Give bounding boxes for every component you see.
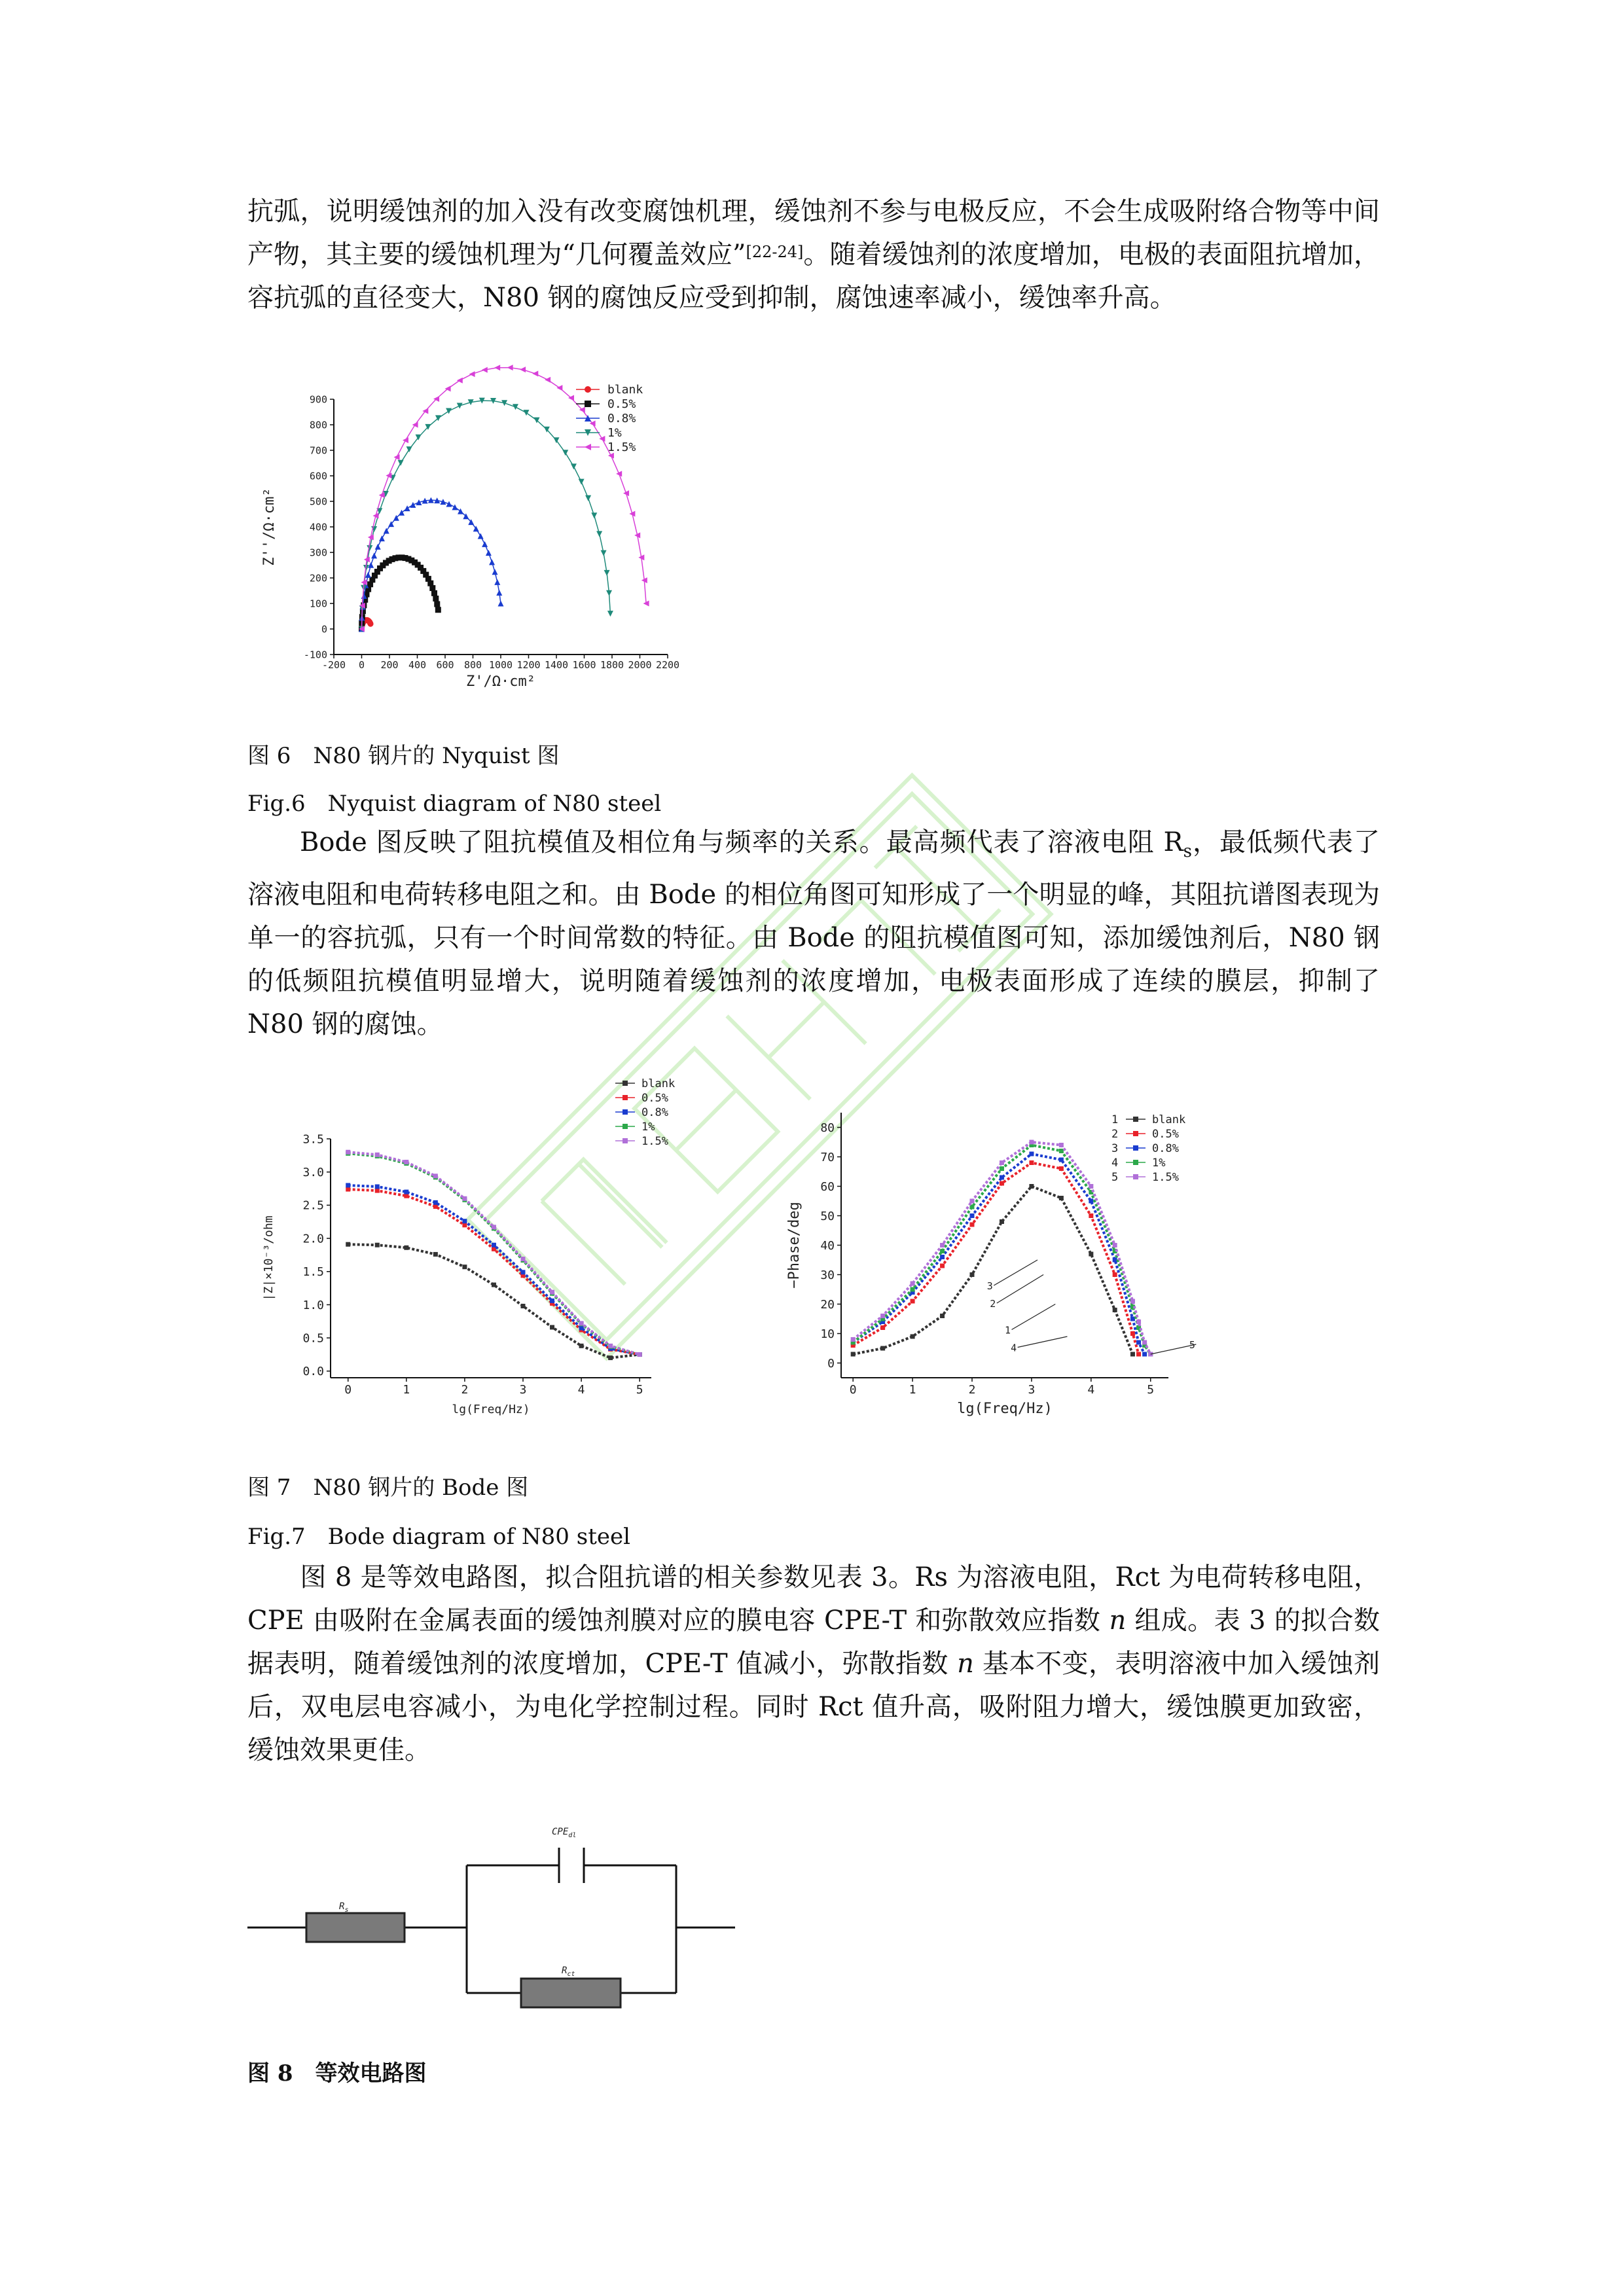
data-point-blank xyxy=(608,1355,613,1360)
data-point-blank xyxy=(970,1272,975,1277)
series-line-0.5% xyxy=(362,558,439,629)
data-point-blank xyxy=(462,1265,467,1269)
legend-label: 0.5% xyxy=(1152,1128,1179,1141)
data-point-0.5% xyxy=(940,1264,945,1268)
data-point-0.8% xyxy=(405,505,410,511)
data-point-0.8% xyxy=(492,569,498,575)
y-tick-label: 0.5 xyxy=(302,1331,324,1346)
data-point-1.5% xyxy=(545,377,550,383)
data-point-1% xyxy=(398,460,404,466)
data-point-1.5% xyxy=(608,1344,613,1348)
data-point-0.8% xyxy=(346,1183,350,1187)
x-tick-label: 2200 xyxy=(655,659,680,671)
x-tick-label: 4 xyxy=(577,1383,585,1397)
legend-marker xyxy=(623,1109,628,1115)
x-tick-label: 0 xyxy=(344,1383,352,1397)
legend-number: 4 xyxy=(1111,1157,1119,1170)
y-tick-label: 80 xyxy=(820,1121,835,1135)
legend-label: 1% xyxy=(1152,1157,1166,1170)
legend-marker xyxy=(585,401,591,407)
data-point-blank xyxy=(1089,1252,1093,1257)
data-point-0.8% xyxy=(940,1255,945,1259)
legend-label: 1.5% xyxy=(607,440,636,454)
curve-number-1: 3 xyxy=(986,1280,993,1292)
x-tick-label: 4 xyxy=(1087,1383,1095,1397)
bode-modulus-chart xyxy=(249,1070,674,1433)
y-tick-label: 2.5 xyxy=(302,1198,324,1213)
data-point-0.8% xyxy=(1000,1175,1004,1180)
legend-marker xyxy=(1133,1131,1138,1136)
data-point-0.8% xyxy=(579,1325,584,1330)
legend-marker xyxy=(623,1124,628,1129)
y-tick-label: 200 xyxy=(309,572,327,584)
data-point-1.5% xyxy=(623,490,629,496)
x-tick-label: 1800 xyxy=(600,659,624,671)
data-point-1% xyxy=(367,545,372,551)
data-point-1% xyxy=(604,570,610,576)
data-point-0.8% xyxy=(371,552,377,558)
data-point-1.5% xyxy=(940,1243,945,1247)
legend-label: 0.8% xyxy=(641,1106,668,1119)
data-point-1% xyxy=(562,450,568,456)
data-point-0.8% xyxy=(492,1243,496,1247)
x-tick-label: 1400 xyxy=(544,659,569,671)
x-tick-label: 600 xyxy=(436,659,454,671)
data-point-0.8% xyxy=(1059,1158,1064,1162)
data-point-0.5% xyxy=(462,1223,467,1227)
data-point-1.5% xyxy=(346,1150,350,1155)
legend-label: blank xyxy=(1152,1113,1186,1126)
legend-marker xyxy=(585,386,591,393)
data-point-0.5% xyxy=(1000,1181,1004,1186)
data-point-blank xyxy=(911,1335,915,1339)
data-point-blank xyxy=(404,1246,408,1250)
series-line-0.5% xyxy=(348,1189,640,1354)
data-point-1.5% xyxy=(492,1225,496,1229)
p2-segment: s xyxy=(1183,842,1192,861)
y-tick-label: -100 xyxy=(303,649,327,661)
data-point-0.8% xyxy=(489,559,495,565)
data-point-0.8% xyxy=(375,544,381,550)
y-tick-label: 900 xyxy=(309,393,327,406)
x-tick-label: 2 xyxy=(461,1383,469,1397)
x-tick-label: 3 xyxy=(1028,1383,1036,1397)
data-point-blank xyxy=(1113,1308,1117,1312)
legend-label: 0.8% xyxy=(607,412,636,425)
data-point-0.5% xyxy=(375,1189,380,1193)
data-point-blank xyxy=(521,1304,526,1308)
data-point-1.5% xyxy=(379,492,385,498)
fig7-caption-en: Fig.7 Bode diagram of N80 steel xyxy=(247,1524,630,1550)
rs-resistor xyxy=(306,1913,405,1942)
legend-label: 1.5% xyxy=(641,1135,668,1148)
data-point-0.8% xyxy=(521,1270,526,1274)
y-tick-label: 1.0 xyxy=(302,1298,324,1312)
legend-marker xyxy=(1133,1145,1138,1151)
data-point-0.5% xyxy=(404,1194,408,1198)
data-point-1.5% xyxy=(1130,1299,1135,1304)
legend-number: 2 xyxy=(1111,1128,1119,1141)
data-point-1.5% xyxy=(616,471,622,476)
data-point-1% xyxy=(579,479,585,485)
x-tick-label: 200 xyxy=(380,659,399,671)
x-tick-label: 5 xyxy=(636,1383,643,1397)
bode-phase-chart xyxy=(779,1100,1237,1433)
legend-label: 0.5% xyxy=(607,397,636,411)
data-point-0.5% xyxy=(435,607,441,613)
curve-number-5: 5 xyxy=(1189,1339,1195,1351)
data-point-1.5% xyxy=(521,1257,526,1261)
data-point-0.8% xyxy=(404,1190,408,1194)
p1-segment: [22-24] xyxy=(746,243,804,261)
curve-number-2: 2 xyxy=(990,1298,996,1310)
data-point-0.8% xyxy=(452,504,458,510)
curve-arrow xyxy=(997,1275,1043,1304)
y-tick-label: 30 xyxy=(820,1268,835,1282)
series-line-1.5% xyxy=(348,1152,640,1354)
data-point-1.5% xyxy=(469,371,475,377)
data-point-1.5% xyxy=(556,385,562,391)
y-tick-label: 600 xyxy=(309,470,327,482)
data-point-1.5% xyxy=(462,1196,467,1201)
data-point-0.5% xyxy=(429,585,435,591)
y-axis-label: −Phase/deg xyxy=(786,1202,803,1289)
legend-marker xyxy=(585,444,591,450)
data-point-0.5% xyxy=(880,1325,885,1330)
y-tick-label: 0 xyxy=(321,623,327,636)
data-point-0.5% xyxy=(433,596,439,601)
data-point-0.8% xyxy=(482,541,488,547)
x-tick-label: 1 xyxy=(403,1383,410,1397)
y-axis-label: |Z|×10⁻³/ohm xyxy=(262,1215,276,1301)
y-tick-label: 800 xyxy=(309,419,327,431)
legend-marker xyxy=(1133,1117,1138,1122)
x-tick-label: 3 xyxy=(519,1383,527,1397)
data-point-1% xyxy=(606,590,612,596)
data-point-1% xyxy=(513,404,518,410)
data-point-0.8% xyxy=(1029,1152,1034,1157)
data-point-1.5% xyxy=(482,367,488,373)
data-point-0.5% xyxy=(1130,1331,1135,1336)
p1-segment: 。随着缓蚀剂的浓度增加，电极的表面阻抗增加，容抗弧的直径变大，N80 钢的腐蚀反应受到抑制，腐蚀速率减小，缓蚀率升高。 xyxy=(247,240,1380,313)
x-tick-label: 1000 xyxy=(488,659,513,671)
y-tick-label: 10 xyxy=(820,1327,835,1341)
data-point-1% xyxy=(1000,1166,1004,1171)
equivalent-circuit xyxy=(247,1816,745,2013)
data-point-0.5% xyxy=(346,1187,350,1192)
series-line-0.8% xyxy=(348,1185,640,1355)
data-point-1% xyxy=(607,611,613,617)
data-point-1.5% xyxy=(394,454,400,460)
cpe-label: $CPE_{dl}$ xyxy=(552,1827,577,1839)
series-line-1.5% xyxy=(362,368,647,629)
legend-marker xyxy=(623,1095,628,1100)
data-point-1.5% xyxy=(599,436,605,442)
p3-segment: 基本不变，表明溶液中加入缓蚀剂后，双电层电容减小，为电化学控制过程。同时 Rct 值升高，吸附阻力增大，缓蚀膜更加致密，缓蚀效果更佳。 xyxy=(247,1649,1380,1765)
paragraph-circuit xyxy=(247,1556,1380,1772)
data-point-1% xyxy=(571,463,577,469)
p1-segment: 抗弧，说明缓蚀剂的加入没有改变腐蚀机理，缓蚀剂不参与电极反应，不会生成吸附络合物等中间产物，其主要的缓蚀机理为“几何覆盖效应” xyxy=(247,196,1380,270)
p3-segment: n xyxy=(1109,1605,1127,1636)
data-point-1.5% xyxy=(579,1321,584,1325)
fig6-caption-en: Fig.6 Nyquist diagram of N80 steel xyxy=(247,791,662,817)
legend-label: blank xyxy=(641,1077,676,1090)
data-point-1.5% xyxy=(507,365,513,370)
data-point-1.5% xyxy=(386,473,391,478)
data-point-0.5% xyxy=(1059,1166,1064,1171)
data-point-blank xyxy=(1000,1219,1004,1224)
data-point-0.8% xyxy=(410,502,416,508)
data-point-blank xyxy=(579,1344,584,1348)
y-tick-label: 300 xyxy=(309,547,327,559)
series-line-1% xyxy=(348,1153,640,1354)
data-point-0.8% xyxy=(550,1299,554,1303)
x-tick-label: 400 xyxy=(408,659,427,671)
x-axis-label: Z'/Ω·cm² xyxy=(466,673,535,690)
x-tick-label: 5 xyxy=(1147,1383,1155,1397)
data-point-0.5% xyxy=(1113,1272,1117,1277)
y-axis-label: Z''/Ω·cm² xyxy=(261,488,278,566)
x-tick-label: 2000 xyxy=(628,659,652,671)
data-point-1.5% xyxy=(550,1290,554,1295)
data-point-0.8% xyxy=(1089,1199,1093,1204)
data-point-0.5% xyxy=(1136,1352,1141,1357)
data-point-1.5% xyxy=(433,1174,438,1178)
data-point-1% xyxy=(591,512,597,518)
data-point-1% xyxy=(596,531,602,537)
p3-segment: 图 8 是等效电路图，拟合阻抗谱的相关参数见表 3。Rs 为溶液电阻，Rct 为电荷转移电阻，CPE 由吸附在金属表面的缓蚀剂膜对应的膜电容 CPE-T 和弥散效应指数 xyxy=(247,1562,1380,1636)
paragraph-bode xyxy=(247,821,1380,1046)
y-tick-label: 3.5 xyxy=(302,1132,324,1147)
data-point-blank xyxy=(940,1314,945,1318)
data-point-1.5% xyxy=(404,1160,408,1164)
legend-number: 5 xyxy=(1111,1171,1119,1184)
y-tick-label: 500 xyxy=(309,495,327,508)
legend-marker xyxy=(623,1138,628,1143)
legend-number: 1 xyxy=(1111,1113,1119,1126)
x-tick-label: 2 xyxy=(968,1383,976,1397)
data-point-1% xyxy=(585,495,591,501)
x-tick-label: 0 xyxy=(358,659,365,671)
data-point-1% xyxy=(457,403,463,408)
data-point-0.8% xyxy=(498,601,504,607)
data-point-0.5% xyxy=(1089,1213,1093,1218)
data-point-0.8% xyxy=(433,1200,438,1205)
x-tick-label: 1600 xyxy=(572,659,596,671)
curve-number-4: 4 xyxy=(1011,1342,1017,1354)
data-point-blank xyxy=(433,1252,438,1257)
data-point-1.5% xyxy=(532,370,538,376)
data-point-1.5% xyxy=(403,437,408,443)
data-point-0.8% xyxy=(494,579,500,585)
data-point-0.8% xyxy=(486,550,492,556)
data-point-0.5% xyxy=(970,1223,975,1227)
data-point-1.5% xyxy=(412,422,418,428)
data-point-1.5% xyxy=(457,378,463,384)
rct-resistor xyxy=(521,1979,621,2007)
data-point-1.5% xyxy=(1089,1184,1093,1189)
data-point-blank xyxy=(1029,1184,1034,1189)
x-tick-label: 1200 xyxy=(516,659,541,671)
data-point-1.5% xyxy=(1029,1140,1034,1145)
p2-segment: ，最低频代表了溶液电阻和电荷转移电阻之和。由 Bode 的相位角图可知形成了一个明显的峰，其阻抗谱图表现为单一的容抗弧，只有一个时间常数的特征。由 Bode 的阻抗模值图可知，添加缓蚀剂后，N80 钢的低频阻抗模值明显增大，说明随着缓蚀剂的浓度增加，电极表面形成了连续的膜层，抑制了 N80 钢的腐蚀。 xyxy=(247,827,1380,1039)
y-tick-label: 70 xyxy=(820,1150,835,1164)
data-point-1% xyxy=(446,408,452,414)
data-point-1.5% xyxy=(911,1282,915,1286)
data-point-0.8% xyxy=(970,1213,975,1218)
series-line-0.5% xyxy=(853,1163,1138,1355)
data-point-1.5% xyxy=(520,367,526,372)
series-line-0.8% xyxy=(853,1154,1144,1354)
x-axis-label: lg(Freq/Hz) xyxy=(452,1403,530,1416)
y-tick-label: 2.0 xyxy=(302,1232,324,1246)
legend-label: 0.5% xyxy=(641,1092,668,1105)
x-tick-label: 1 xyxy=(909,1383,916,1397)
data-point-0.8% xyxy=(379,535,385,541)
legend-label: blank xyxy=(607,383,643,397)
series-line-1.5% xyxy=(853,1142,1151,1354)
data-point-1% xyxy=(940,1249,945,1253)
data-point-0.8% xyxy=(478,533,484,539)
rct-label: $R_{ct}$ xyxy=(562,1965,575,1978)
y-tick-label: 700 xyxy=(309,444,327,457)
data-point-blank xyxy=(492,1283,496,1287)
y-tick-label: 0.0 xyxy=(302,1365,324,1379)
data-point-1.5% xyxy=(375,1153,380,1157)
p3-segment: n xyxy=(957,1649,974,1679)
data-point-1.5% xyxy=(1136,1319,1141,1324)
curve-arrow xyxy=(994,1260,1038,1285)
y-tick-label: 0 xyxy=(827,1356,835,1371)
y-tick-label: 50 xyxy=(820,1209,835,1223)
rs-label: $R_s$ xyxy=(339,1901,349,1914)
data-point-1.5% xyxy=(880,1314,885,1318)
x-tick-label: 800 xyxy=(463,659,482,671)
curve-arrow xyxy=(1018,1336,1068,1348)
fig7-caption-cn: 图 7 N80 钢片的 Bode 图 xyxy=(247,1475,529,1501)
data-point-0.8% xyxy=(1142,1352,1147,1357)
data-point-blank xyxy=(550,1325,554,1329)
data-point-0.5% xyxy=(911,1299,915,1304)
data-point-0.8% xyxy=(384,528,389,534)
p2-segment: Bode 图反映了阻抗模值及相位角与频率的关系。最高频代表了溶液电阻 R xyxy=(300,827,1183,857)
legend-label: 1.5% xyxy=(1152,1171,1179,1184)
nyquist-chart xyxy=(249,380,746,720)
y-tick-label: 40 xyxy=(820,1238,835,1253)
data-point-1% xyxy=(406,446,412,452)
legend-marker xyxy=(623,1081,628,1086)
series-line-blank xyxy=(853,1187,1132,1355)
data-point-0.5% xyxy=(434,601,440,607)
curve-number-3: 1 xyxy=(1005,1324,1011,1336)
data-point-0.8% xyxy=(446,501,452,507)
legend-marker xyxy=(1133,1174,1138,1179)
data-point-1.5% xyxy=(638,1352,642,1357)
data-point-blank xyxy=(375,1243,380,1247)
legend-label: 1% xyxy=(607,426,622,440)
paragraph-mechanism xyxy=(247,190,1380,319)
y-tick-label: 3.0 xyxy=(302,1165,324,1179)
data-point-blank xyxy=(1130,1352,1135,1357)
data-point-1.5% xyxy=(494,365,500,370)
y-tick-label: 20 xyxy=(820,1297,835,1312)
data-point-blank xyxy=(851,1352,856,1357)
data-point-0.5% xyxy=(431,590,437,596)
legend-label: 0.8% xyxy=(1152,1142,1179,1155)
data-point-1.5% xyxy=(1113,1243,1117,1247)
data-point-blank xyxy=(880,1346,885,1351)
y-tick-label: 400 xyxy=(309,521,327,533)
data-point-1% xyxy=(601,550,607,556)
y-tick-label: 100 xyxy=(309,598,327,610)
data-point-0.8% xyxy=(416,499,422,505)
x-tick-label: -200 xyxy=(321,659,346,671)
fig8-caption-cn: 图 8 等效电路图 xyxy=(247,2060,427,2087)
data-point-0.8% xyxy=(1136,1340,1141,1345)
data-point-1.5% xyxy=(851,1337,856,1342)
data-point-0.8% xyxy=(496,590,502,596)
y-tick-label: 60 xyxy=(820,1179,835,1194)
data-point-0.5% xyxy=(1029,1160,1034,1165)
data-point-1.5% xyxy=(970,1199,975,1204)
x-axis-label: lg(Freq/Hz) xyxy=(957,1401,1053,1417)
data-point-blank xyxy=(1059,1196,1064,1200)
curve-arrow xyxy=(1012,1304,1056,1330)
y-tick-label: 1.5 xyxy=(302,1265,324,1280)
data-point-1% xyxy=(911,1287,915,1292)
data-point-1.5% xyxy=(1000,1160,1004,1165)
data-point-1.5% xyxy=(1059,1143,1064,1147)
data-point-blank xyxy=(368,621,374,627)
fig6-caption-cn: 图 6 N80 钢片的 Nyquist 图 xyxy=(247,743,560,769)
p3-segment: 组成。表 3 的拟合数据表明，随着缓蚀剂的浓度增加，CPE-T 值减小，弥散指数 xyxy=(247,1605,1380,1679)
data-point-0.8% xyxy=(375,1185,380,1189)
legend-number: 3 xyxy=(1111,1142,1119,1155)
data-point-0.8% xyxy=(462,1219,467,1223)
legend-marker xyxy=(1133,1160,1138,1165)
x-tick-label: 0 xyxy=(849,1383,857,1397)
legend-label: 1% xyxy=(641,1121,655,1134)
data-point-blank xyxy=(346,1242,350,1247)
data-point-1.5% xyxy=(1142,1340,1147,1345)
